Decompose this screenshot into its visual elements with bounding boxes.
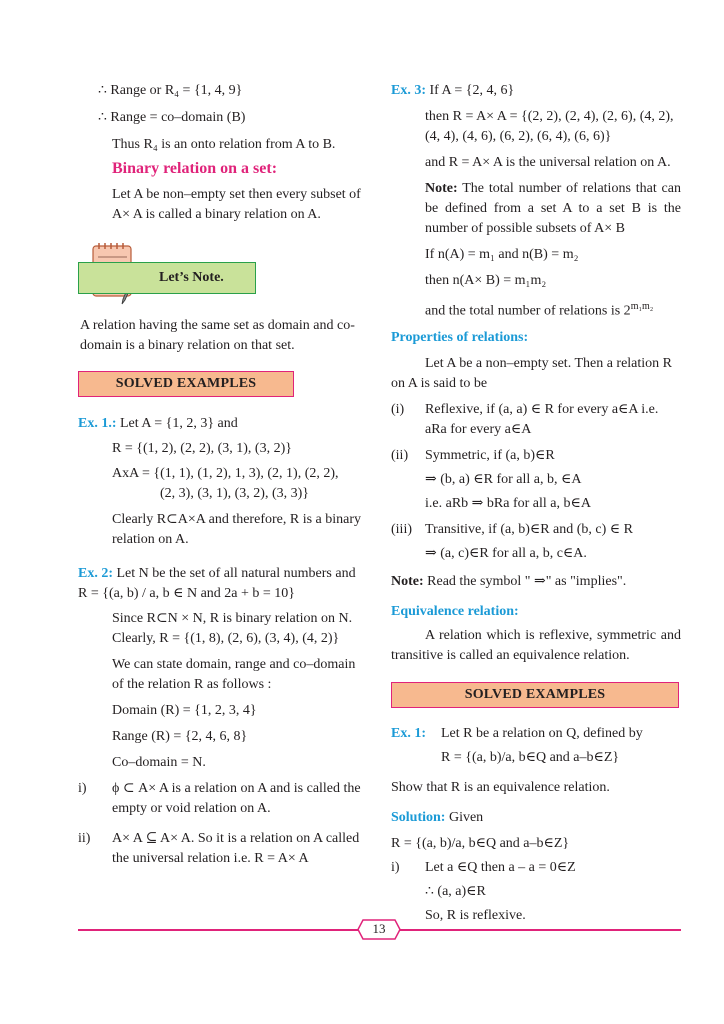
left-column bbox=[78, 78, 368, 225]
ex1-label: Ex. 1.: bbox=[78, 416, 117, 431]
ex2-state: We can state domain, range and co–domain of the relation R as follows : bbox=[112, 657, 356, 692]
then-n: then n(A× B) = m₁m₂ bbox=[425, 273, 547, 288]
item-ii-label: ii) bbox=[78, 831, 91, 846]
solution-given: Given bbox=[448, 809, 484, 825]
solution-r: R = {(a, b)/a, b∈Q and a–b∈Z} bbox=[391, 835, 570, 851]
if-n: If n(A) = m₁ and n(B) = m₂ bbox=[425, 247, 579, 262]
note2-text: Read the symbol " ⇒" as "implies". bbox=[427, 573, 627, 589]
note-total: The total number of relations that can be defined from a set A to a set B is the number of possible subsets of A× B bbox=[425, 181, 681, 236]
item-ii-text: A× A ⊆ A× A. So it is a relation on A called the universal relation i.e. R = A× A bbox=[112, 831, 360, 866]
ex2-clearly: Clearly, R = {(1, 8), (2, 6), (3, 4), (4, 2)} bbox=[112, 631, 340, 646]
right-ex1-line2: R = {(a, b)/a, b∈Q and a–b∈Z} bbox=[441, 749, 620, 765]
ex3-then: then R = A× A = {(2, 2), (2, 4), (2, 6), (4, 2), (4, 4), (4, 6), (6, 2), (6, 4), (6, 6)} bbox=[425, 109, 674, 144]
solved-examples-label: SOLVED EXAMPLES bbox=[115, 376, 257, 391]
binary-relation-definition: Let A be non–empty set then every subset of A× A is called a binary relation on A. bbox=[112, 187, 361, 222]
solved-examples-label-right: SOLVED EXAMPLES bbox=[464, 686, 606, 702]
page-number: 13 bbox=[372, 921, 386, 936]
solved-examples-banner-right bbox=[391, 682, 679, 708]
left-column-lower bbox=[78, 316, 368, 869]
show-that: Show that R is an equivalence relation. bbox=[391, 779, 610, 795]
ex2-range: Range (R) = {2, 4, 6, 8} bbox=[112, 729, 248, 744]
reflexive-label: (i) bbox=[391, 401, 405, 417]
note-text: A relation having the same set as domain and co-domain is a binary relation on that set. bbox=[80, 318, 355, 353]
universal-relation-item bbox=[78, 829, 368, 869]
solution-label: Solution: bbox=[391, 809, 446, 825]
symmetric-label: (ii) bbox=[391, 447, 409, 463]
footer-rule-right bbox=[398, 929, 681, 931]
ex1-line1: Let A = {1, 2, 3} and bbox=[120, 416, 238, 431]
transitive-item bbox=[391, 520, 681, 564]
ex3-label: Ex. 3: bbox=[391, 83, 426, 98]
ex2-codomain: Co–domain = N. bbox=[112, 755, 206, 770]
note-label: Note: bbox=[425, 181, 458, 196]
solved-examples-banner-left bbox=[78, 371, 294, 397]
ex1-axa-1: AxA = {(1, 1), (1, 2), 1, 3), (2, 1), (2, 2), bbox=[112, 466, 339, 481]
solution-i-line3: So, R is reflexive. bbox=[425, 907, 526, 923]
item-i-text: ϕ ⊂ A× A is a relation on A and is called the empty or void relation on A. bbox=[112, 781, 361, 816]
thus-r4: Thus R₄ is an onto relation from A to B. bbox=[112, 137, 336, 152]
transitive-line2: ⇒ (a, c)∈R for all a, b, c∈A. bbox=[425, 545, 587, 561]
solution-i-label: i) bbox=[391, 859, 400, 875]
right-ex1-line1: Let R be a relation on Q, defined by bbox=[441, 725, 643, 741]
ex2-since: Since R⊂N × N, R is binary relation on N. bbox=[112, 611, 353, 626]
properties-intro: Let A be a non–empty set. Then a relation R on A is said to be bbox=[391, 355, 673, 391]
symmetric-item bbox=[391, 446, 681, 514]
solution-reflexive bbox=[391, 858, 681, 926]
and-total: and the total number of relations is 2 bbox=[425, 303, 631, 319]
item-i-label: i) bbox=[78, 781, 87, 796]
range-r4: ∴ Range or R₄ = {1, 4, 9} bbox=[98, 83, 243, 98]
ex2-label: Ex. 2: bbox=[78, 566, 113, 581]
ex2-line1: Let N be the set of all natural numbers and R = {(a, b) / a, b ∈ N and 2a + b = 10} bbox=[78, 566, 356, 601]
lets-note-box bbox=[78, 262, 256, 294]
and-total-exponent: m₁m₂ bbox=[630, 301, 654, 312]
reflexive-item bbox=[391, 400, 681, 440]
symmetric-line2: ⇒ (b, a) ∈R for all a, b, ∈A bbox=[425, 471, 582, 487]
ex1-r: R = {(1, 2), (2, 2), (3, 1), (3, 2)} bbox=[112, 441, 292, 456]
footer-rule-left bbox=[78, 929, 360, 931]
note2-label: Note: bbox=[391, 573, 424, 589]
ex2-domain: Domain (R) = {1, 2, 3, 4} bbox=[112, 703, 257, 718]
transitive-line1: Transitive, if (a, b)∈R and (b, c) ∈ R bbox=[425, 521, 634, 537]
solution-i-line1: Let a ∈Q then a – a = 0∈Z bbox=[425, 859, 576, 875]
ex3-and: and R = A× A is the universal relation on A. bbox=[425, 155, 671, 170]
binary-relation-heading: Binary relation on a set: bbox=[112, 160, 278, 177]
ex1-axa-2: (2, 3), (3, 1), (3, 2), (3, 3)} bbox=[160, 486, 310, 501]
solution-i-line2: ∴ (a, a)∈R bbox=[425, 883, 486, 899]
right-column bbox=[391, 78, 681, 926]
properties-heading: Properties of relations: bbox=[391, 329, 529, 345]
symmetric-line3: i.e. aRb ⇒ bRa for all a, b∈A bbox=[425, 495, 591, 511]
reflexive-text: Reflexive, if (a, a) ∈ R for every a∈A i.e. aRa for every a∈A bbox=[425, 401, 659, 437]
ex3-line1: If A = {2, 4, 6} bbox=[429, 83, 515, 98]
transitive-label: (iii) bbox=[391, 521, 412, 537]
symmetric-line1: Symmetric, if (a, b)∈R bbox=[425, 447, 555, 463]
equivalence-definition: A relation which is reflexive, symmetric and transitive is called an equivalence relation. bbox=[391, 627, 681, 663]
right-ex1-label: Ex. 1: bbox=[391, 725, 426, 741]
lets-note-label: Let’s Note. bbox=[159, 270, 224, 285]
ex1-clearly: Clearly R⊂A×A and therefore, R is a binary relation on A. bbox=[112, 512, 362, 547]
equivalence-heading: Equivalence relation: bbox=[391, 603, 519, 619]
empty-relation-item bbox=[78, 779, 368, 819]
range-codomain: ∴ Range = co–domain (B) bbox=[98, 110, 246, 125]
